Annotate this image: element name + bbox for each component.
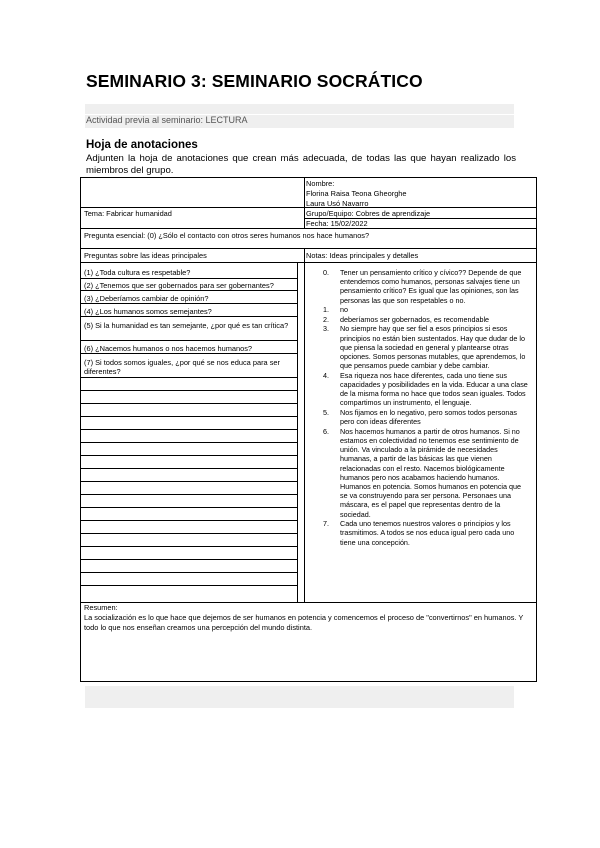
question-rule [80,316,297,317]
question-rule [80,340,297,341]
footer-band [85,686,514,708]
sheet-heading: Hoja de anotaciones [86,139,198,151]
question-rule [80,278,297,279]
question-rule [80,585,297,586]
question-rule [80,507,297,508]
question-rule [80,442,297,443]
question-rule [80,468,297,469]
note-number: 5. [323,408,329,417]
note-text: Tener un pensamiento crítico y cívico?? Depende de que entendemos como humanos, personas salvajes tiene un pensamiento crítico? Es igual que las opiniones, son las personas las que son respetables o no. [340,268,522,305]
question-item: (5) Si la humanidad es tan semejante, ¿por qué es tan crítica? [84,321,289,330]
note-item [308,427,530,519]
theme-cell: Tema: Fabricar humanidad [84,209,172,218]
question-rule [80,403,297,404]
question-rule [80,416,297,417]
question-rule [80,377,297,378]
member-name: Florina Raisa Teona Gheorghe [306,189,407,198]
note-item [308,268,530,305]
question-item: (2) ¿Tenemos que ser gobernados para ser gobernantes? [84,281,274,290]
note-text: Cada uno tenemos nuestros valores o principios y los trasmitimos. A todos se nos educa igual pero cada uno tiene una concepción. [340,519,515,547]
question-item: (3) ¿Deberíamos cambiar de opinión? [84,294,209,303]
question-rule [80,572,297,573]
question-rule [80,546,297,547]
question-item: (4) ¿Los humanos somos semejantes? [84,307,212,316]
note-text: Nos hacemos humanos a partir de otros humanos. Si no estamos en colectividad no tenemos ese sentimiento de unión. Va vinculado a la pirámide de necesidades humanas, a partir de las básicas las que vienen relacionadas con el resto. Nacemos biológicamente humanos pero nos acabamos haciendo humanos. Humanos en potencia. Somos humanos en potencia que se va construyendo para ser persona. Personaes una máscara, es el papel que representas dentro de la sociedad. [340,426,522,519]
member-name: Laura Usó Navarro [306,199,369,208]
date-cell: Fecha: 15/02/2022 [306,219,368,228]
note-item [308,371,530,408]
group-cell: Grupo/Equipo: Cobres de aprendizaje [306,209,431,218]
essential-question: Pregunta esencial: (0) ¿Sólo el contacto con otros seres humanos nos hace humanos? [84,231,370,240]
note-number: 7. [323,519,329,529]
question-rule [80,390,297,391]
question-rule [80,533,297,534]
note-item [308,519,530,547]
note-item [308,408,530,426]
summary-label: Resumen: [84,603,118,612]
note-item [308,315,530,324]
question-item: (6) ¿Nacemos humanos o nos hacemos humanos? [84,344,253,353]
table-divider [304,248,305,603]
table-divider [304,177,305,228]
note-text: deberíamos ser gobernados, es recomendable [340,314,490,324]
summary-text: La socialización es lo que hace que dejemos de ser humanos en potencia y comencemos el proceso de "convertirnos" en humanos. Y todo lo que nos enseñan creamos una percepción del mundo distinta. [84,613,524,632]
question-rule [80,290,297,291]
question-item: (1) ¿Toda cultura es respetable? [84,268,191,277]
separator-bar [85,104,514,114]
note-number: 3. [323,324,329,334]
question-rule [80,494,297,495]
notes-header: Notas: Ideas principales y detalles [306,251,419,260]
activity-subtitle: Actividad previa al seminario: LECTURA [86,115,248,125]
question-rule [80,559,297,560]
note-text: no [340,305,348,315]
question-rule [80,520,297,521]
question-rule [80,353,297,354]
note-item [308,305,530,314]
table-rule [80,248,537,249]
table-rule [80,228,537,229]
notes-list [308,268,530,547]
questions-header: Preguntas sobre las ideas principales [84,251,207,260]
note-number: 4. [323,370,329,380]
question-rule [80,455,297,456]
note-number: 6. [323,426,329,436]
note-number: 0. [323,268,329,277]
question-rule [80,303,297,304]
note-text: Esa riqueza nos hace diferentes, cada uno tiene sus capacidades y posibilidades en la vida. Educar a una clase de la misma forma no hace que todos sean iguales. Todos compartimos un instrumento, el lenguaje. [340,370,528,408]
document-title: SEMINARIO 3: SEMINARIO SOCRÁTICO [86,71,423,91]
question-rule [80,481,297,482]
names-label: Nombre: [306,179,335,188]
table-rule [80,262,537,263]
question-rule [80,429,297,430]
instructions-text: Adjunten la hoja de anotaciones que crean más adecuada, de todas las que hayan realizado los miembros del grupo. [86,153,516,176]
note-number: 1. [323,305,329,315]
question-column-edge [297,262,298,603]
note-text: No siempre hay que ser fiel a esos principios si esos principios no están bien sustentados. Hay que dudar de lo que piensa la sociedad en general y plantearse otras opciones. Somos personas mutables, que aprendemos, lo que pensamos puede cambiar y debe cambiar. [340,324,526,371]
note-item [308,324,530,370]
note-number: 2. [323,314,329,324]
question-item: (7) Si todos somos iguales, ¿por qué se nos educa para ser diferentes? [84,358,280,376]
note-text: Nos fijamos en lo negativo, pero somos todos personas pero con ideas diferentes [340,408,517,427]
